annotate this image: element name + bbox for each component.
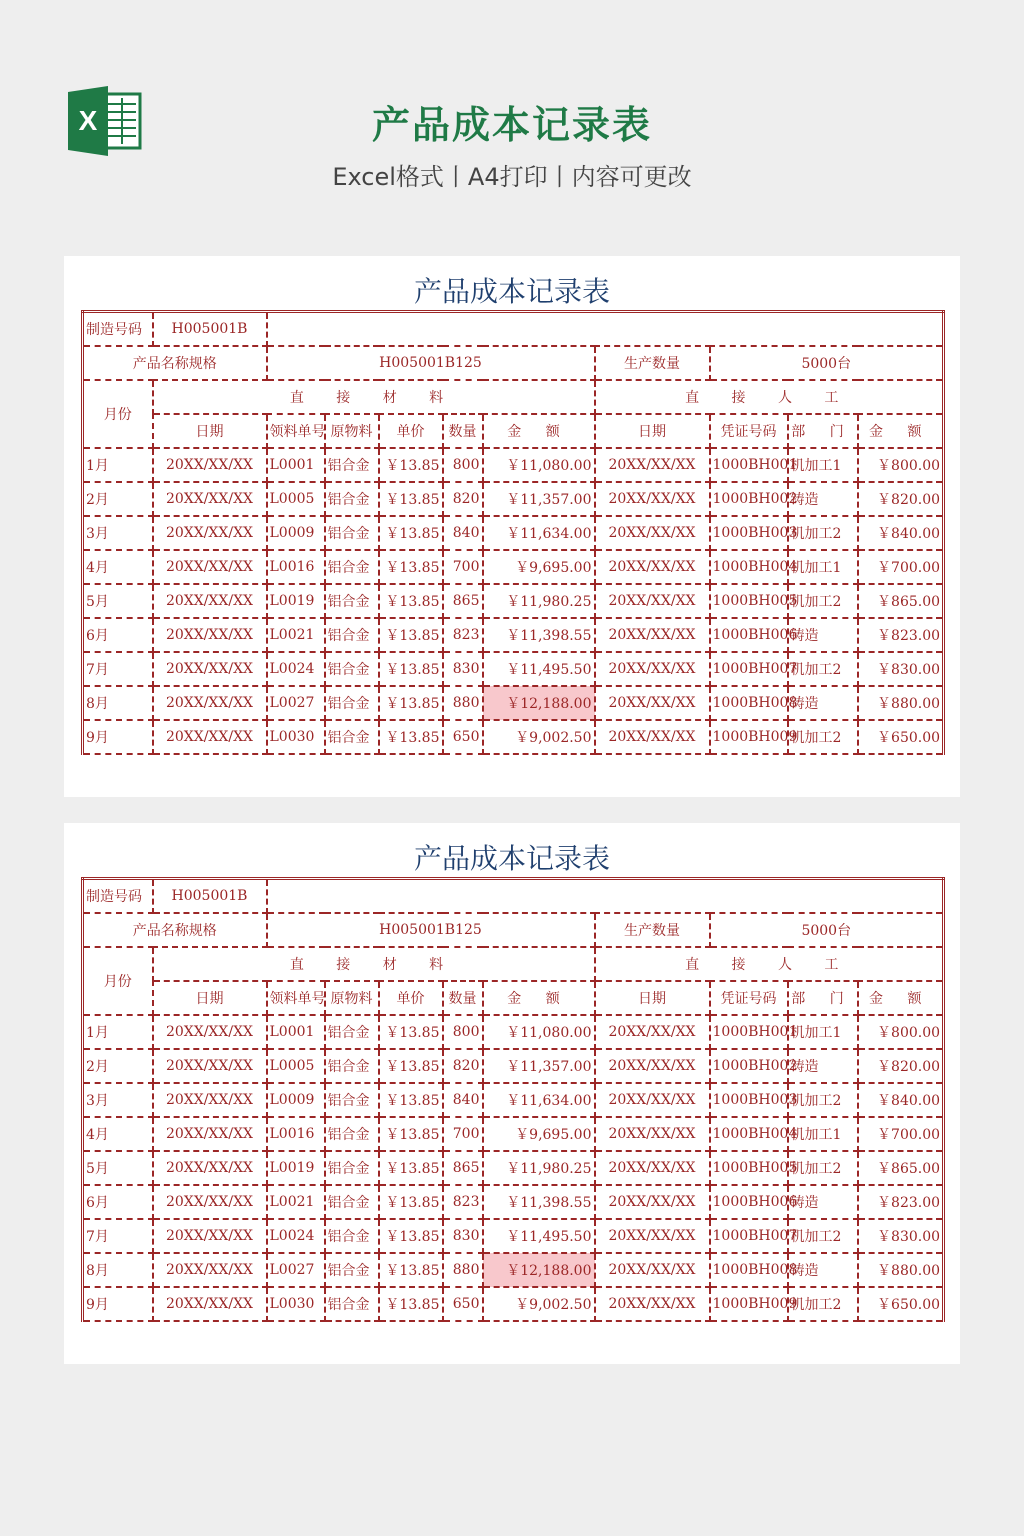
direct-labor-header: 直 接 人 工 <box>595 380 944 414</box>
quantity-cell[interactable]: 820 <box>443 482 483 516</box>
labor-date-cell[interactable]: 20XX/XX/XX <box>595 1287 710 1321</box>
direct-material-header: 直 接 材 料 <box>153 380 595 414</box>
material-amount-cell[interactable]: ￥11,080.00 <box>483 448 595 482</box>
col-header-voucher: 凭证号码 <box>710 981 788 1015</box>
unit-price-cell[interactable]: ￥13.85 <box>379 584 443 618</box>
material-cell[interactable]: 铝合金 <box>325 1015 379 1049</box>
month-cell[interactable]: 7月 <box>83 1219 153 1253</box>
quantity-cell[interactable]: 650 <box>443 720 483 754</box>
voucher-no-cell[interactable]: 1000BH002 <box>710 1049 788 1083</box>
voucher-no-cell[interactable]: 1000BH007 <box>710 652 788 686</box>
month-cell[interactable]: 3月 <box>83 516 153 550</box>
unit-price-cell[interactable]: ￥13.85 <box>379 618 443 652</box>
month-cell[interactable]: 9月 <box>83 1287 153 1321</box>
requisition-no-cell[interactable]: L0021 <box>267 618 325 652</box>
requisition-no-cell[interactable]: L0016 <box>267 1117 325 1151</box>
col-header-dept: 部 门 <box>788 414 858 448</box>
department-cell[interactable]: 机加工1 <box>788 550 858 584</box>
month-cell[interactable]: 5月 <box>83 1151 153 1185</box>
material-cell[interactable]: 铝合金 <box>325 1117 379 1151</box>
material-date-cell[interactable]: 20XX/XX/XX <box>153 482 267 516</box>
month-cell[interactable]: 1月 <box>83 1015 153 1049</box>
month-cell[interactable]: 2月 <box>83 1049 153 1083</box>
labor-amount-cell[interactable]: ￥830.00 <box>858 1219 944 1253</box>
requisition-no-cell[interactable]: L0024 <box>267 1219 325 1253</box>
labor-amount-cell[interactable]: ￥800.00 <box>858 1015 944 1049</box>
quantity-cell[interactable]: 700 <box>443 550 483 584</box>
table-row <box>83 1253 944 1287</box>
material-amount-cell[interactable]: ￥11,357.00 <box>483 482 595 516</box>
mfg-no-label: 制造号码 <box>83 879 153 914</box>
unit-price-cell[interactable]: ￥13.85 <box>379 1287 443 1321</box>
quantity-cell[interactable]: 840 <box>443 516 483 550</box>
table-row <box>83 1049 944 1083</box>
month-cell[interactable]: 7月 <box>83 652 153 686</box>
labor-date-cell[interactable]: 20XX/XX/XX <box>595 550 710 584</box>
labor-amount-cell[interactable]: ￥700.00 <box>858 550 944 584</box>
table-row <box>83 448 944 482</box>
department-cell[interactable]: 机加工2 <box>788 1287 858 1321</box>
page-subtitle: Excel格式丨A4打印丨内容可更改 <box>332 163 692 191</box>
quantity-cell[interactable]: 880 <box>443 1253 483 1287</box>
material-cell[interactable]: 铝合金 <box>325 618 379 652</box>
voucher-no-cell[interactable]: 1000BH003 <box>710 1083 788 1117</box>
month-header: 月份 <box>83 380 153 448</box>
material-amount-cell[interactable]: ￥11,080.00 <box>483 1015 595 1049</box>
labor-amount-cell[interactable]: ￥865.00 <box>858 584 944 618</box>
col-header-m-amount: 金 额 <box>483 981 595 1015</box>
material-date-cell[interactable]: 20XX/XX/XX <box>153 1049 267 1083</box>
department-cell[interactable]: 机加工1 <box>788 1015 858 1049</box>
labor-amount-cell[interactable]: ￥865.00 <box>858 1151 944 1185</box>
material-amount-cell[interactable]: ￥9,002.50 <box>483 1287 595 1321</box>
labor-date-cell[interactable]: 20XX/XX/XX <box>595 1015 710 1049</box>
labor-date-cell[interactable]: 20XX/XX/XX <box>595 686 710 720</box>
mfg-no-value[interactable]: H005001B <box>153 312 267 347</box>
labor-amount-cell[interactable]: ￥820.00 <box>858 1049 944 1083</box>
table-row <box>83 516 944 550</box>
col-header-price: 单价 <box>379 981 443 1015</box>
material-amount-cell[interactable]: ￥11,634.00 <box>483 1083 595 1117</box>
labor-date-cell[interactable]: 20XX/XX/XX <box>595 1151 710 1185</box>
material-date-cell[interactable]: 20XX/XX/XX <box>153 584 267 618</box>
requisition-no-cell[interactable]: L0001 <box>267 1015 325 1049</box>
quantity-cell[interactable]: 823 <box>443 1185 483 1219</box>
table-row <box>83 652 944 686</box>
department-cell[interactable]: 铸造 <box>788 618 858 652</box>
product-spec-value[interactable]: H005001B125 <box>267 913 595 947</box>
material-date-cell[interactable]: 20XX/XX/XX <box>153 1151 267 1185</box>
unit-price-cell[interactable]: ￥13.85 <box>379 482 443 516</box>
labor-date-cell[interactable]: 20XX/XX/XX <box>595 1049 710 1083</box>
requisition-no-cell[interactable]: L0030 <box>267 720 325 754</box>
voucher-no-cell[interactable]: 1000BH004 <box>710 1117 788 1151</box>
quantity-cell[interactable]: 650 <box>443 1287 483 1321</box>
labor-date-cell[interactable]: 20XX/XX/XX <box>595 618 710 652</box>
voucher-no-cell[interactable]: 1000BH002 <box>710 482 788 516</box>
material-cell[interactable]: 铝合金 <box>325 1253 379 1287</box>
product-spec-label: 产品名称规格 <box>83 913 267 947</box>
labor-amount-cell[interactable]: ￥823.00 <box>858 618 944 652</box>
department-cell[interactable]: 铸造 <box>788 1049 858 1083</box>
material-amount-cell[interactable]: ￥11,980.25 <box>483 1151 595 1185</box>
direct-labor-header: 直 接 人 工 <box>595 947 944 981</box>
quantity-cell[interactable]: 830 <box>443 1219 483 1253</box>
quantity-cell[interactable]: 823 <box>443 618 483 652</box>
requisition-no-cell[interactable]: L0021 <box>267 1185 325 1219</box>
department-cell[interactable]: 铸造 <box>788 482 858 516</box>
product-spec-value[interactable]: H005001B125 <box>267 346 595 380</box>
month-header: 月份 <box>83 947 153 1015</box>
month-cell[interactable]: 6月 <box>83 1185 153 1219</box>
voucher-no-cell[interactable]: 1000BH006 <box>710 618 788 652</box>
sheet-preview-2 <box>64 823 960 1364</box>
col-header-qty: 数量 <box>443 414 483 448</box>
voucher-no-cell[interactable]: 1000BH009 <box>710 1287 788 1321</box>
cost-record-table <box>81 877 945 1322</box>
mfg-no-blank[interactable] <box>267 879 944 914</box>
month-cell[interactable]: 3月 <box>83 1083 153 1117</box>
table-row <box>83 1015 944 1049</box>
requisition-no-cell[interactable]: L0027 <box>267 686 325 720</box>
table-row <box>83 1083 944 1117</box>
quantity-cell[interactable]: 800 <box>443 448 483 482</box>
department-cell[interactable]: 铸造 <box>788 686 858 720</box>
col-header-material: 原物料 <box>325 981 379 1015</box>
col-header-l-amount: 金 额 <box>858 981 944 1015</box>
material-date-cell[interactable]: 20XX/XX/XX <box>153 1287 267 1321</box>
unit-price-cell[interactable]: ￥13.85 <box>379 1185 443 1219</box>
requisition-no-cell[interactable]: L0005 <box>267 482 325 516</box>
department-cell[interactable]: 机加工2 <box>788 652 858 686</box>
material-cell[interactable]: 铝合金 <box>325 448 379 482</box>
voucher-no-cell[interactable]: 1000BH008 <box>710 1253 788 1287</box>
col-header-m-date: 日期 <box>153 981 267 1015</box>
material-amount-cell[interactable]: ￥11,398.55 <box>483 1185 595 1219</box>
labor-amount-cell[interactable]: ￥700.00 <box>858 1117 944 1151</box>
month-cell[interactable]: 4月 <box>83 1117 153 1151</box>
table-row <box>83 584 944 618</box>
voucher-no-cell[interactable]: 1000BH003 <box>710 516 788 550</box>
material-amount-cell[interactable]: ￥11,495.50 <box>483 1219 595 1253</box>
labor-date-cell[interactable]: 20XX/XX/XX <box>595 720 710 754</box>
material-cell[interactable]: 铝合金 <box>325 1287 379 1321</box>
quantity-cell[interactable]: 830 <box>443 652 483 686</box>
labor-date-cell[interactable]: 20XX/XX/XX <box>595 652 710 686</box>
table-row <box>83 686 944 720</box>
unit-price-cell[interactable]: ￥13.85 <box>379 686 443 720</box>
material-cell[interactable]: 铝合金 <box>325 1185 379 1219</box>
labor-date-cell[interactable]: 20XX/XX/XX <box>595 1117 710 1151</box>
month-cell[interactable]: 5月 <box>83 584 153 618</box>
quantity-cell[interactable]: 800 <box>443 1015 483 1049</box>
department-cell[interactable]: 机加工1 <box>788 1117 858 1151</box>
sheet-title: 产品成本记录表 <box>413 842 610 875</box>
requisition-no-cell[interactable]: L0009 <box>267 516 325 550</box>
month-cell[interactable]: 6月 <box>83 618 153 652</box>
material-amount-cell[interactable]: ￥11,495.50 <box>483 652 595 686</box>
col-header-qty: 数量 <box>443 981 483 1015</box>
labor-amount-cell[interactable]: ￥830.00 <box>858 652 944 686</box>
material-date-cell[interactable]: 20XX/XX/XX <box>153 550 267 584</box>
department-cell[interactable]: 机加工2 <box>788 516 858 550</box>
unit-price-cell[interactable]: ￥13.85 <box>379 1083 443 1117</box>
material-date-cell[interactable]: 20XX/XX/XX <box>153 1185 267 1219</box>
requisition-no-cell[interactable]: L0027 <box>267 1253 325 1287</box>
requisition-no-cell[interactable]: L0019 <box>267 584 325 618</box>
labor-amount-cell[interactable]: ￥650.00 <box>858 720 944 754</box>
col-header-m-amount: 金 额 <box>483 414 595 448</box>
unit-price-cell[interactable]: ￥13.85 <box>379 1049 443 1083</box>
material-date-cell[interactable]: 20XX/XX/XX <box>153 652 267 686</box>
labor-date-cell[interactable]: 20XX/XX/XX <box>595 584 710 618</box>
voucher-no-cell[interactable]: 1000BH006 <box>710 1185 788 1219</box>
material-amount-cell[interactable]: ￥9,695.00 <box>483 1117 595 1151</box>
table-row <box>83 618 944 652</box>
table-row <box>83 550 944 584</box>
labor-amount-cell[interactable]: ￥880.00 <box>858 1253 944 1287</box>
mfg-no-value[interactable]: H005001B <box>153 879 267 914</box>
page-title: 产品成本记录表 <box>371 103 652 147</box>
col-header-req-no: 领料单号 <box>267 981 325 1015</box>
labor-date-cell[interactable]: 20XX/XX/XX <box>595 482 710 516</box>
quantity-cell[interactable]: 700 <box>443 1117 483 1151</box>
material-cell[interactable]: 铝合金 <box>325 1083 379 1117</box>
material-date-cell[interactable]: 20XX/XX/XX <box>153 1015 267 1049</box>
month-cell[interactable]: 8月 <box>83 686 153 720</box>
voucher-no-cell[interactable]: 1000BH001 <box>710 448 788 482</box>
voucher-no-cell[interactable]: 1000BH005 <box>710 584 788 618</box>
requisition-no-cell[interactable]: L0016 <box>267 550 325 584</box>
labor-date-cell[interactable]: 20XX/XX/XX <box>595 1219 710 1253</box>
unit-price-cell[interactable]: ￥13.85 <box>379 652 443 686</box>
voucher-no-cell[interactable]: 1000BH005 <box>710 1151 788 1185</box>
table-row <box>83 1117 944 1151</box>
col-header-dept: 部 门 <box>788 981 858 1015</box>
sheet-preview-1 <box>64 256 960 797</box>
department-cell[interactable]: 机加工1 <box>788 448 858 482</box>
requisition-no-cell[interactable]: L0030 <box>267 1287 325 1321</box>
qty-label: 生产数量 <box>595 346 710 380</box>
product-spec-label: 产品名称规格 <box>83 346 267 380</box>
material-date-cell[interactable]: 20XX/XX/XX <box>153 686 267 720</box>
col-header-price: 单价 <box>379 414 443 448</box>
department-cell[interactable]: 机加工2 <box>788 720 858 754</box>
material-date-cell[interactable]: 20XX/XX/XX <box>153 1083 267 1117</box>
material-amount-cell[interactable]: ￥9,002.50 <box>483 720 595 754</box>
col-header-m-date: 日期 <box>153 414 267 448</box>
material-amount-cell[interactable]: ￥9,695.00 <box>483 550 595 584</box>
quantity-cell[interactable]: 880 <box>443 686 483 720</box>
department-cell[interactable]: 机加工2 <box>788 1219 858 1253</box>
department-cell[interactable]: 铸造 <box>788 1185 858 1219</box>
voucher-no-cell[interactable]: 1000BH008 <box>710 686 788 720</box>
material-date-cell[interactable]: 20XX/XX/XX <box>153 1253 267 1287</box>
month-cell[interactable]: 9月 <box>83 720 153 754</box>
mfg-no-label: 制造号码 <box>83 312 153 347</box>
department-cell[interactable]: 机加工2 <box>788 1151 858 1185</box>
material-cell[interactable]: 铝合金 <box>325 482 379 516</box>
material-amount-cell[interactable]: ￥11,634.00 <box>483 516 595 550</box>
quantity-cell[interactable]: 840 <box>443 1083 483 1117</box>
material-date-cell[interactable]: 20XX/XX/XX <box>153 448 267 482</box>
mfg-no-blank[interactable] <box>267 312 944 347</box>
material-cell[interactable]: 铝合金 <box>325 1219 379 1253</box>
col-header-l-amount: 金 额 <box>858 414 944 448</box>
table-row <box>83 1219 944 1253</box>
unit-price-cell[interactable]: ￥13.85 <box>379 448 443 482</box>
sheet-title: 产品成本记录表 <box>413 275 610 308</box>
labor-amount-cell[interactable]: ￥800.00 <box>858 448 944 482</box>
material-cell[interactable]: 铝合金 <box>325 516 379 550</box>
col-header-l-date: 日期 <box>595 414 710 448</box>
unit-price-cell[interactable]: ￥13.85 <box>379 1015 443 1049</box>
labor-amount-cell[interactable]: ￥880.00 <box>858 686 944 720</box>
requisition-no-cell[interactable]: L0001 <box>267 448 325 482</box>
col-header-material: 原物料 <box>325 414 379 448</box>
quantity-cell[interactable]: 865 <box>443 1151 483 1185</box>
direct-material-header: 直 接 材 料 <box>153 947 595 981</box>
qty-value[interactable]: 5000台 <box>710 346 944 380</box>
material-cell[interactable]: 铝合金 <box>325 584 379 618</box>
table-row <box>83 720 944 754</box>
voucher-no-cell[interactable]: 1000BH007 <box>710 1219 788 1253</box>
department-cell[interactable]: 铸造 <box>788 1253 858 1287</box>
labor-amount-cell[interactable]: ￥823.00 <box>858 1185 944 1219</box>
col-header-l-date: 日期 <box>595 981 710 1015</box>
material-cell[interactable]: 铝合金 <box>325 1151 379 1185</box>
month-cell[interactable]: 2月 <box>83 482 153 516</box>
qty-value[interactable]: 5000台 <box>710 913 944 947</box>
department-cell[interactable]: 机加工2 <box>788 584 858 618</box>
department-cell[interactable]: 机加工2 <box>788 1083 858 1117</box>
material-date-cell[interactable]: 20XX/XX/XX <box>153 1117 267 1151</box>
svg-text:X: X <box>78 105 98 136</box>
material-date-cell[interactable]: 20XX/XX/XX <box>153 720 267 754</box>
voucher-no-cell[interactable]: 1000BH009 <box>710 720 788 754</box>
unit-price-cell[interactable]: ￥13.85 <box>379 720 443 754</box>
labor-amount-cell[interactable]: ￥820.00 <box>858 482 944 516</box>
material-amount-cell[interactable]: ￥12,188.00 <box>483 686 595 720</box>
labor-amount-cell[interactable]: ￥840.00 <box>858 516 944 550</box>
unit-price-cell[interactable]: ￥13.85 <box>379 1219 443 1253</box>
labor-date-cell[interactable]: 20XX/XX/XX <box>595 1083 710 1117</box>
unit-price-cell[interactable]: ￥13.85 <box>379 516 443 550</box>
quantity-cell[interactable]: 865 <box>443 584 483 618</box>
table-row <box>83 1185 944 1219</box>
col-header-req-no: 领料单号 <box>267 414 325 448</box>
material-amount-cell[interactable]: ￥11,980.25 <box>483 584 595 618</box>
table-row <box>83 1151 944 1185</box>
material-cell[interactable]: 铝合金 <box>325 550 379 584</box>
requisition-no-cell[interactable]: L0024 <box>267 652 325 686</box>
labor-amount-cell[interactable]: ￥650.00 <box>858 1287 944 1321</box>
unit-price-cell[interactable]: ￥13.85 <box>379 1117 443 1151</box>
material-amount-cell[interactable]: ￥12,188.00 <box>483 1253 595 1287</box>
table-row <box>83 482 944 516</box>
material-amount-cell[interactable]: ￥11,398.55 <box>483 618 595 652</box>
material-amount-cell[interactable]: ￥11,357.00 <box>483 1049 595 1083</box>
labor-date-cell[interactable]: 20XX/XX/XX <box>595 1185 710 1219</box>
month-cell[interactable]: 4月 <box>83 550 153 584</box>
requisition-no-cell[interactable]: L0005 <box>267 1049 325 1083</box>
month-cell[interactable]: 1月 <box>83 448 153 482</box>
requisition-no-cell[interactable]: L0019 <box>267 1151 325 1185</box>
month-cell[interactable]: 8月 <box>83 1253 153 1287</box>
unit-price-cell[interactable]: ￥13.85 <box>379 550 443 584</box>
requisition-no-cell[interactable]: L0009 <box>267 1083 325 1117</box>
material-cell[interactable]: 铝合金 <box>325 652 379 686</box>
labor-amount-cell[interactable]: ￥840.00 <box>858 1083 944 1117</box>
col-header-voucher: 凭证号码 <box>710 414 788 448</box>
material-date-cell[interactable]: 20XX/XX/XX <box>153 516 267 550</box>
unit-price-cell[interactable]: ￥13.85 <box>379 1151 443 1185</box>
quantity-cell[interactable]: 820 <box>443 1049 483 1083</box>
material-date-cell[interactable]: 20XX/XX/XX <box>153 1219 267 1253</box>
labor-date-cell[interactable]: 20XX/XX/XX <box>595 516 710 550</box>
unit-price-cell[interactable]: ￥13.85 <box>379 1253 443 1287</box>
qty-label: 生产数量 <box>595 913 710 947</box>
table-row <box>83 1287 944 1321</box>
cost-record-table <box>81 310 945 755</box>
material-cell[interactable]: 铝合金 <box>325 686 379 720</box>
material-cell[interactable]: 铝合金 <box>325 720 379 754</box>
material-date-cell[interactable]: 20XX/XX/XX <box>153 618 267 652</box>
voucher-no-cell[interactable]: 1000BH004 <box>710 550 788 584</box>
voucher-no-cell[interactable]: 1000BH001 <box>710 1015 788 1049</box>
material-cell[interactable]: 铝合金 <box>325 1049 379 1083</box>
labor-date-cell[interactable]: 20XX/XX/XX <box>595 448 710 482</box>
labor-date-cell[interactable]: 20XX/XX/XX <box>595 1253 710 1287</box>
